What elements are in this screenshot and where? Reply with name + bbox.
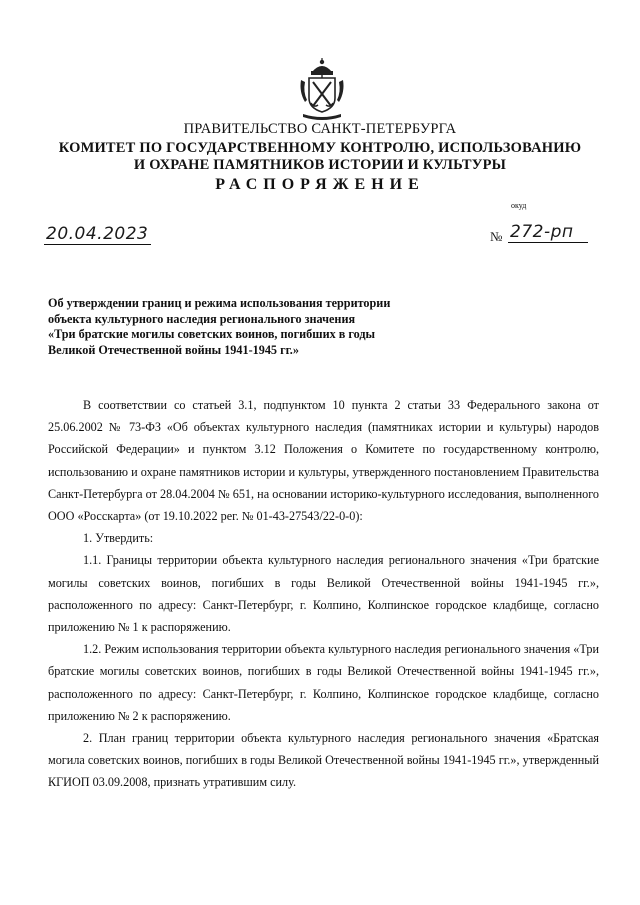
document-date: 20.04.2023 bbox=[44, 224, 151, 245]
number-sign: № bbox=[490, 229, 503, 244]
committee-name-line2: И ОХРАНЕ ПАМЯТНИКОВ ИСТОРИИ И КУЛЬТУРЫ bbox=[133, 156, 507, 173]
item-1-1-paragraph: 1.1. Границы территории объекта культурного наследия регионального значения «Три братские могилы советских воинов, погибших в годы Великой Отечественной войны 1941-1945 гг.», расположенного по адресу: Санкт-Петербург, г. Колпино, Колпинское городское кладбище, согласно приложению № 1 к распоряжению. bbox=[48, 553, 599, 635]
item-1-paragraph: 1. Утвердить: bbox=[83, 531, 154, 546]
committee-name bbox=[0, 140, 640, 173]
document-type: РАСПОРЯЖЕНИЕ bbox=[215, 176, 425, 193]
item-1-2-paragraph: 1.2. Режим использования территории объекта культурного наследия регионального значения «Три братские могилы советских воинов, погибших в годы Великой Отечественной войны 1941-1945 гг.», расположенного по адресу: Санкт-Петербург, г. Колпино, Колпинское городское кладбище, согласно приложению № 2 к распоряжению. bbox=[48, 642, 599, 723]
subject-line: «Три братские могилы советских воинов, погибших в годы bbox=[48, 327, 376, 341]
preamble-paragraph: В соответствии со статьей 3.1, подпунктом 10 пункта 2 статьи 33 Федерального закона от 25.06.2002 № 73-ФЗ «Об объектах культурного наследия (памятниках истории и культуры) народов Российской Федерации» и пунктом 3.12 Положения о Комитете по государственному контролю, использованию и охране памятников истории и культуры, утвержденного постановлением Правительства Санкт-Петербурга от 28.04.2004 № 651, на основании историко-культурного исследования, выполненного ООО «Росскарта» (от 19.10.2022 рег. № 01-43-27543/22-0-0): bbox=[48, 398, 599, 524]
document-body bbox=[48, 394, 599, 794]
item-2-paragraph: 2. План границ территории объекта культурного наследия регионального значения «Братская могила советских воинов, погибших в годы Великой Отечественной войны 1941-1945 гг.», утвержденный КГИОП 03.09.2008, признать утратившим силу. bbox=[48, 731, 599, 790]
document-number: 272-рп bbox=[508, 222, 588, 243]
government-name: ПРАВИТЕЛЬСТВО САНКТ-ПЕТЕРБУРГА bbox=[183, 121, 457, 137]
okud-label: окуд bbox=[511, 201, 527, 210]
document-subject bbox=[48, 296, 428, 358]
subject-line: Об утверждении границ и режима использования территории bbox=[48, 296, 391, 310]
subject-line: объекта культурного наследия регионального значения bbox=[48, 311, 356, 326]
subject-line: Великой Отечественной войны 1941-1945 гг.» bbox=[48, 342, 299, 357]
committee-name-line1: КОМИТЕТ ПО ГОСУДАРСТВЕННОМУ КОНТРОЛЮ, ИСПОЛЬЗОВАНИЮ bbox=[58, 140, 582, 156]
coat-of-arms-icon bbox=[297, 58, 347, 120]
